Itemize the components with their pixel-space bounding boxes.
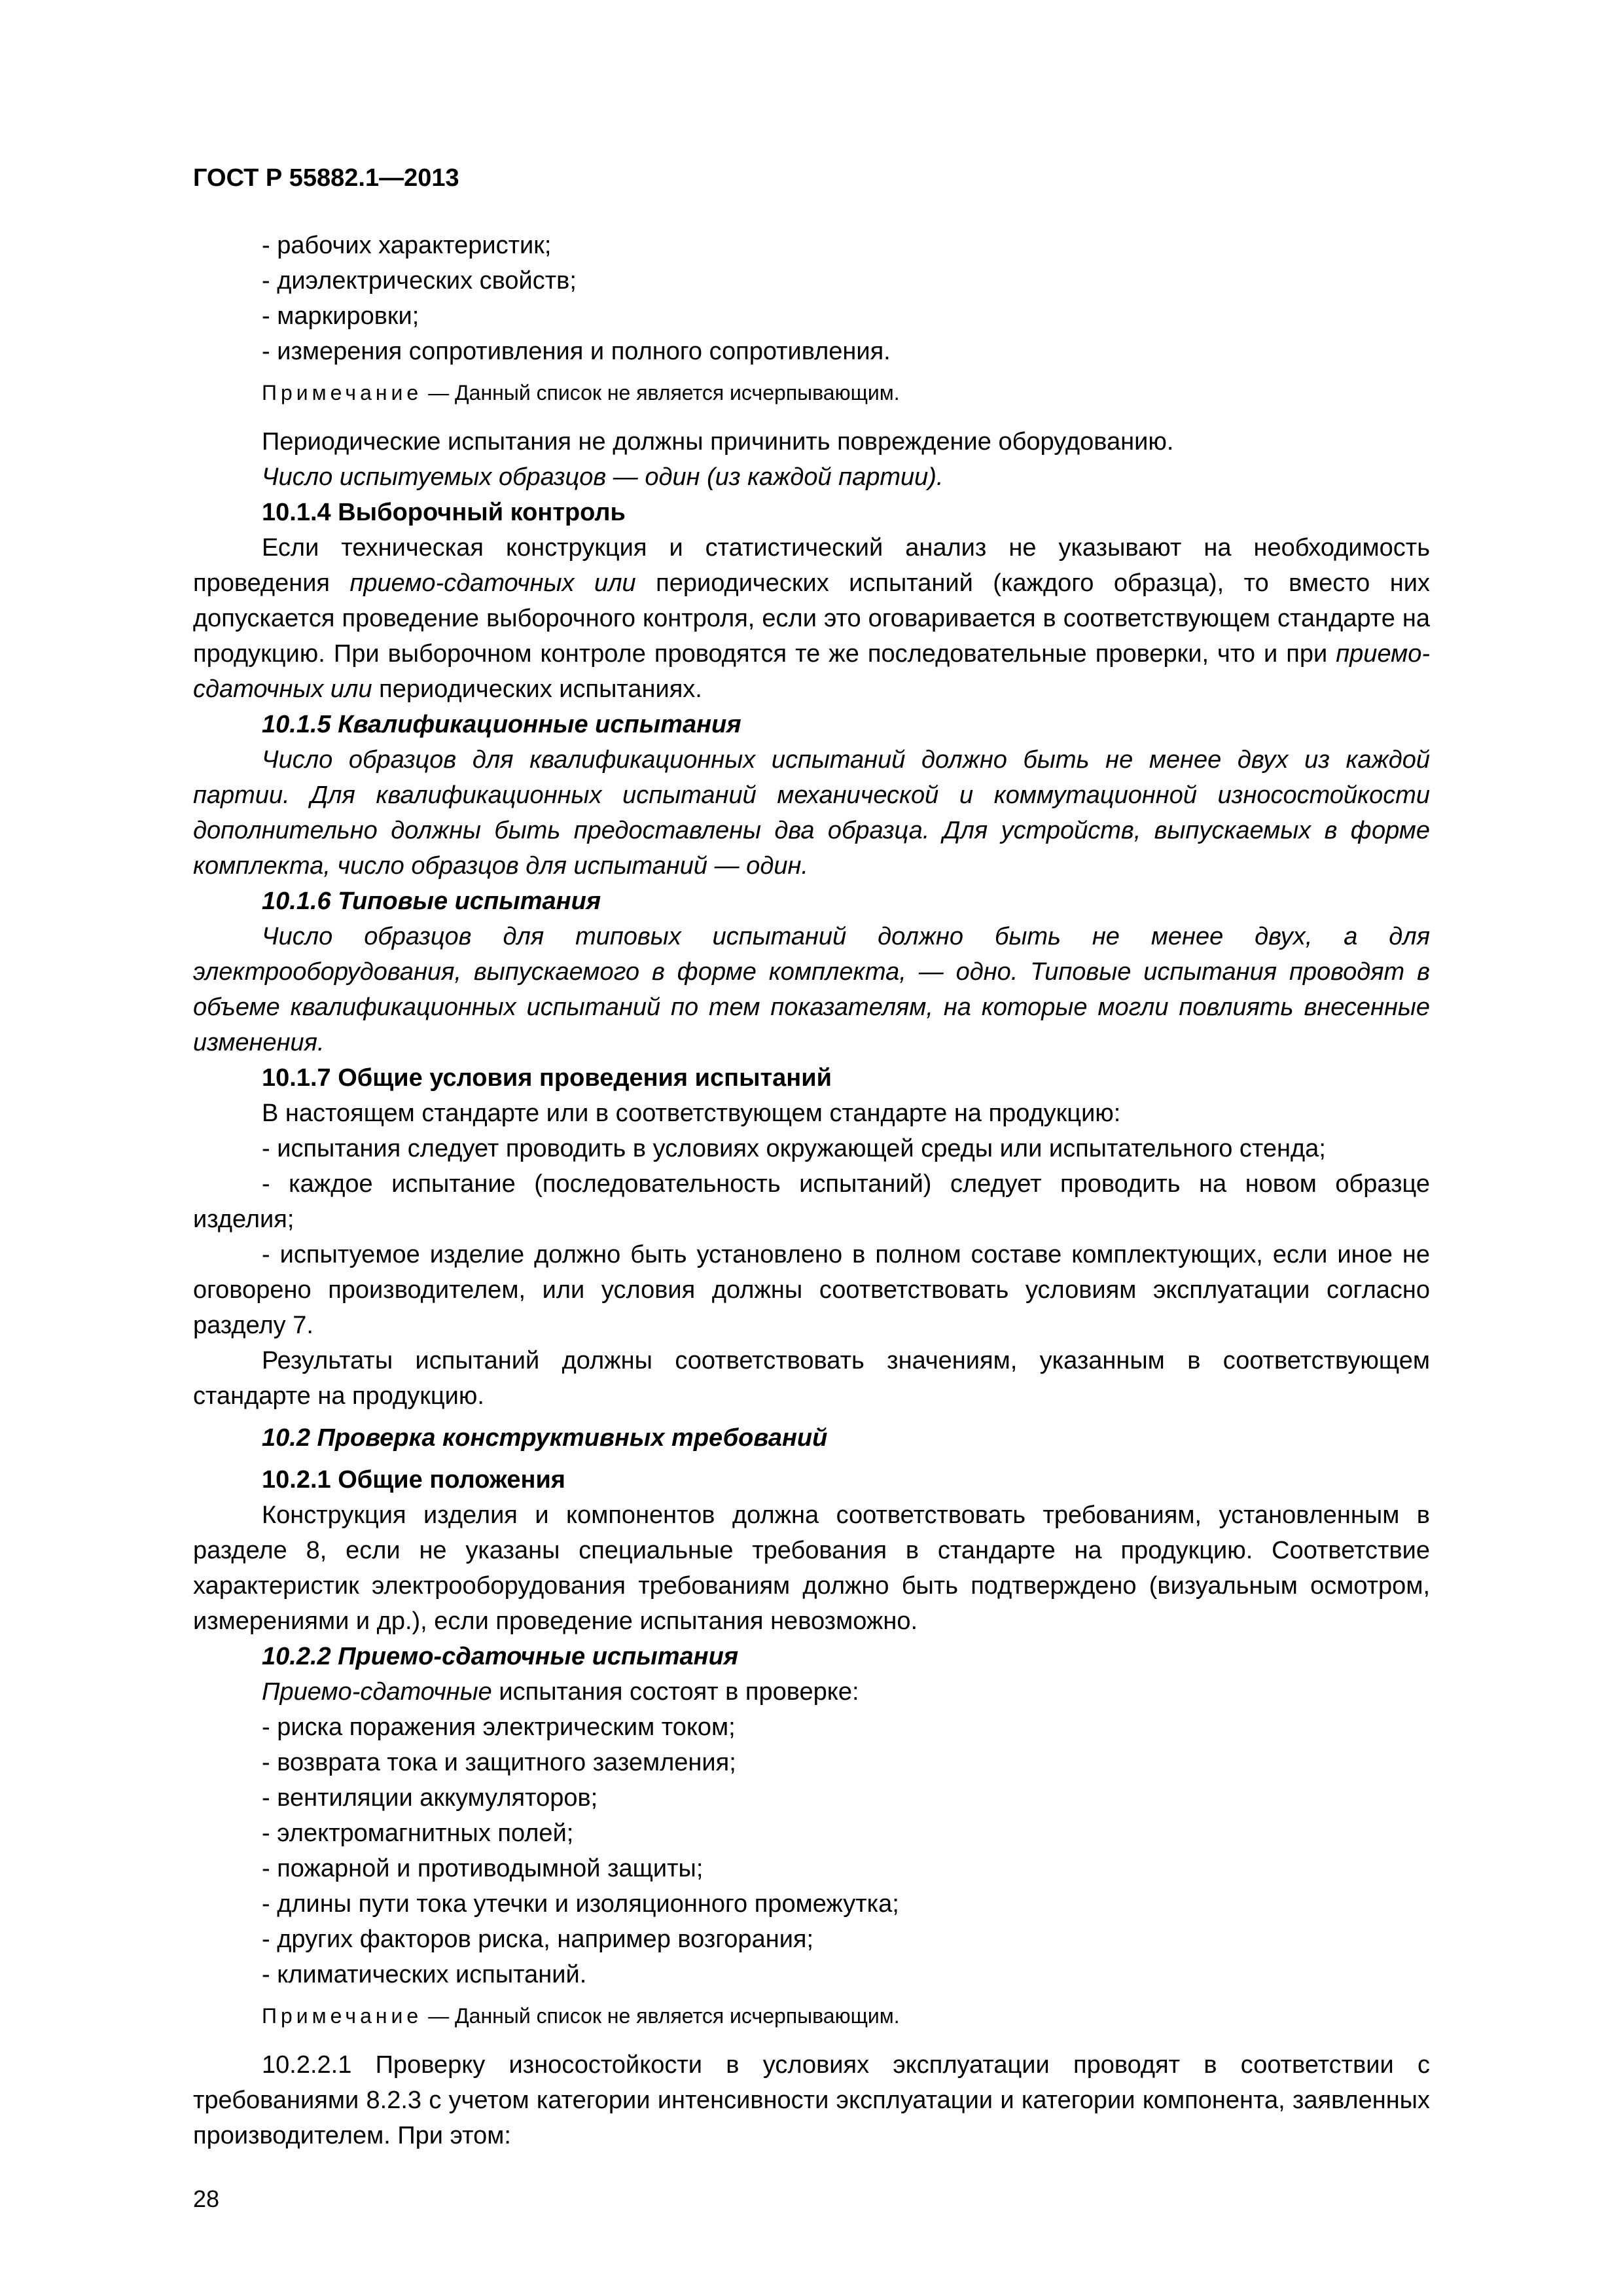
text-run: периодических испытаний (каждого образца), то вместо них допускается проведение выборочного контроля, если это оговаривается в соответствующем стандарте на продукцию. При выборочном контроле проводятся те же последовательные проверки, что и при (193, 569, 1430, 668)
list-item: - вентиляции аккумуляторов; (262, 1784, 598, 1812)
section-heading-10-2-2: 10.2.2 Приемо-сдаточные испытания (262, 1643, 739, 1670)
italic-run: приемо-сдаточных или (193, 640, 1430, 703)
section-text-10-1-4 (193, 530, 1430, 707)
text-run: Если техническая конструкция и статистический анализ не указывают на необходимость проведения (193, 534, 1430, 597)
list-item: - электромагнитных полей; (262, 1820, 574, 1847)
text-run: испытания состоят в проверке: (491, 1678, 859, 1706)
section-heading-10-1-6: 10.1.6 Типовые испытания (262, 888, 601, 915)
document-code-header: ГОСТ Р 55882.1—2013 (193, 164, 459, 192)
samples-count-paragraph: Число испытуемых образцов — один (из каждой партии). (262, 463, 944, 491)
note-paragraph (193, 2001, 1430, 2030)
section-text-10-1-6: Число образцов для типовых испытаний должно быть не менее двух, а для электрооборудования, выпускаемого в форме комплекта, — одно. Типовые испытания проводят в объеме квалификационных испытаний по тем показателям, на которые могли повлиять внесенные изменения. (193, 923, 1430, 1056)
list-item: - других факторов риска, например возгорания; (262, 1926, 814, 1953)
section-heading-10-2-1: 10.2.1 Общие положения (262, 1466, 565, 1494)
section-text-10-2-2-intro (193, 1674, 1430, 1710)
section-text-10-1-7-p2: - испытания следует проводить в условиях окружающей среды или испытательного стенда; (262, 1135, 1326, 1162)
periodic-tests-paragraph: Периодические испытания не должны причинить повреждение оборудованию. (262, 428, 1174, 456)
section-heading-10-1-5: 10.1.5 Квалификационные испытания (262, 711, 741, 738)
list-item: - климатических испытаний. (262, 1961, 587, 1988)
list-item: - измерения сопротивления и полного сопротивления. (262, 338, 891, 365)
note-dash: — (422, 2004, 455, 2028)
list-item: - диэлектрических свойств; (262, 267, 577, 295)
section-text-10-2-2-1 (193, 2047, 1430, 2153)
italic-run: приемо-сдаточных или (349, 569, 636, 597)
list-item: - маркировки; (262, 302, 419, 330)
section-text-10-2-1: Конструкция изделия и компонентов должна соответствовать требованиям, установленным в разделе 8, если не указаны специальные требования в стандарте на продукцию. Соответствие характеристик электрооборудования требованиям должно быть подтверждено (визуальным осмотром, измерениями и др.), если проведение испытания невозможно. (193, 1501, 1430, 1635)
section-text-10-1-5: Число образцов для квалификационных испытаний должно быть не менее двух из каждой партии. Для квалификационных испытаний механической и коммутационной износостойкости дополнительно должны быть предоставлены два образца. Для устройств, выпускаемых в форме комплекта, число образцов для испытаний — один. (193, 746, 1430, 880)
list-item: - возврата тока и защитного заземления; (262, 1749, 736, 1776)
italic-run: Приемо-сдаточные (262, 1678, 492, 1706)
page-number: 28 (193, 2185, 220, 2212)
note-label: Примечание (262, 381, 423, 404)
page-content (193, 228, 1430, 2153)
spacer (193, 1414, 1430, 1420)
section-text-10-1-7-p3: - каждое испытание (последовательность испытаний) следует проводить на новом образце изделия; (193, 1170, 1430, 1233)
section-text-10-1-7-p1: В настоящем стандарте или в соответствующем стандарте на продукцию: (262, 1100, 1121, 1127)
list-item: - рабочих характеристик; (262, 232, 552, 259)
note-text: Данный список не является исчерпывающим. (455, 2004, 900, 2028)
note-paragraph (193, 378, 1430, 407)
list-item: - риска поражения электрическим током; (262, 1713, 736, 1741)
list-item: - пожарной и противодымной защиты; (262, 1855, 704, 1882)
section-heading-10-1-7: 10.1.7 Общие условия проведения испытаний (262, 1064, 832, 1092)
section-heading-10-1-4: 10.1.4 Выборочный контроль (262, 499, 626, 526)
spacer (193, 1456, 1430, 1462)
text-run: Проверку износостойкости в условиях эксплуатации проводят в соответствии с требованиями 8.2.3 с учетом категории интенсивности эксплуатации и категории компонента, заявленных производителем. При этом: (193, 2051, 1430, 2149)
section-text-10-1-7-p5: Результаты испытаний должны соответствовать значениям, указанным в соответствующем стандарте на продукцию. (193, 1347, 1430, 1410)
text-run: периодических испытаниях. (372, 675, 702, 703)
note-text: Данный список не является исчерпывающим. (455, 381, 900, 404)
section-heading-10-2: 10.2 Проверка конструктивных требований (262, 1424, 828, 1452)
list-item: - длины пути тока утечки и изоляционного промежутка; (262, 1890, 899, 1918)
note-label: Примечание (262, 2004, 423, 2028)
clause-number: 10.2.2.1 (262, 2051, 352, 2079)
section-text-10-1-7-p4: - испытуемое изделие должно быть установлено в полном составе комплектующих, если иное не оговорено производителем, или условия должны соответствовать условиям эксплуатации согласно разделу 7. (193, 1241, 1430, 1339)
note-dash: — (422, 381, 455, 404)
